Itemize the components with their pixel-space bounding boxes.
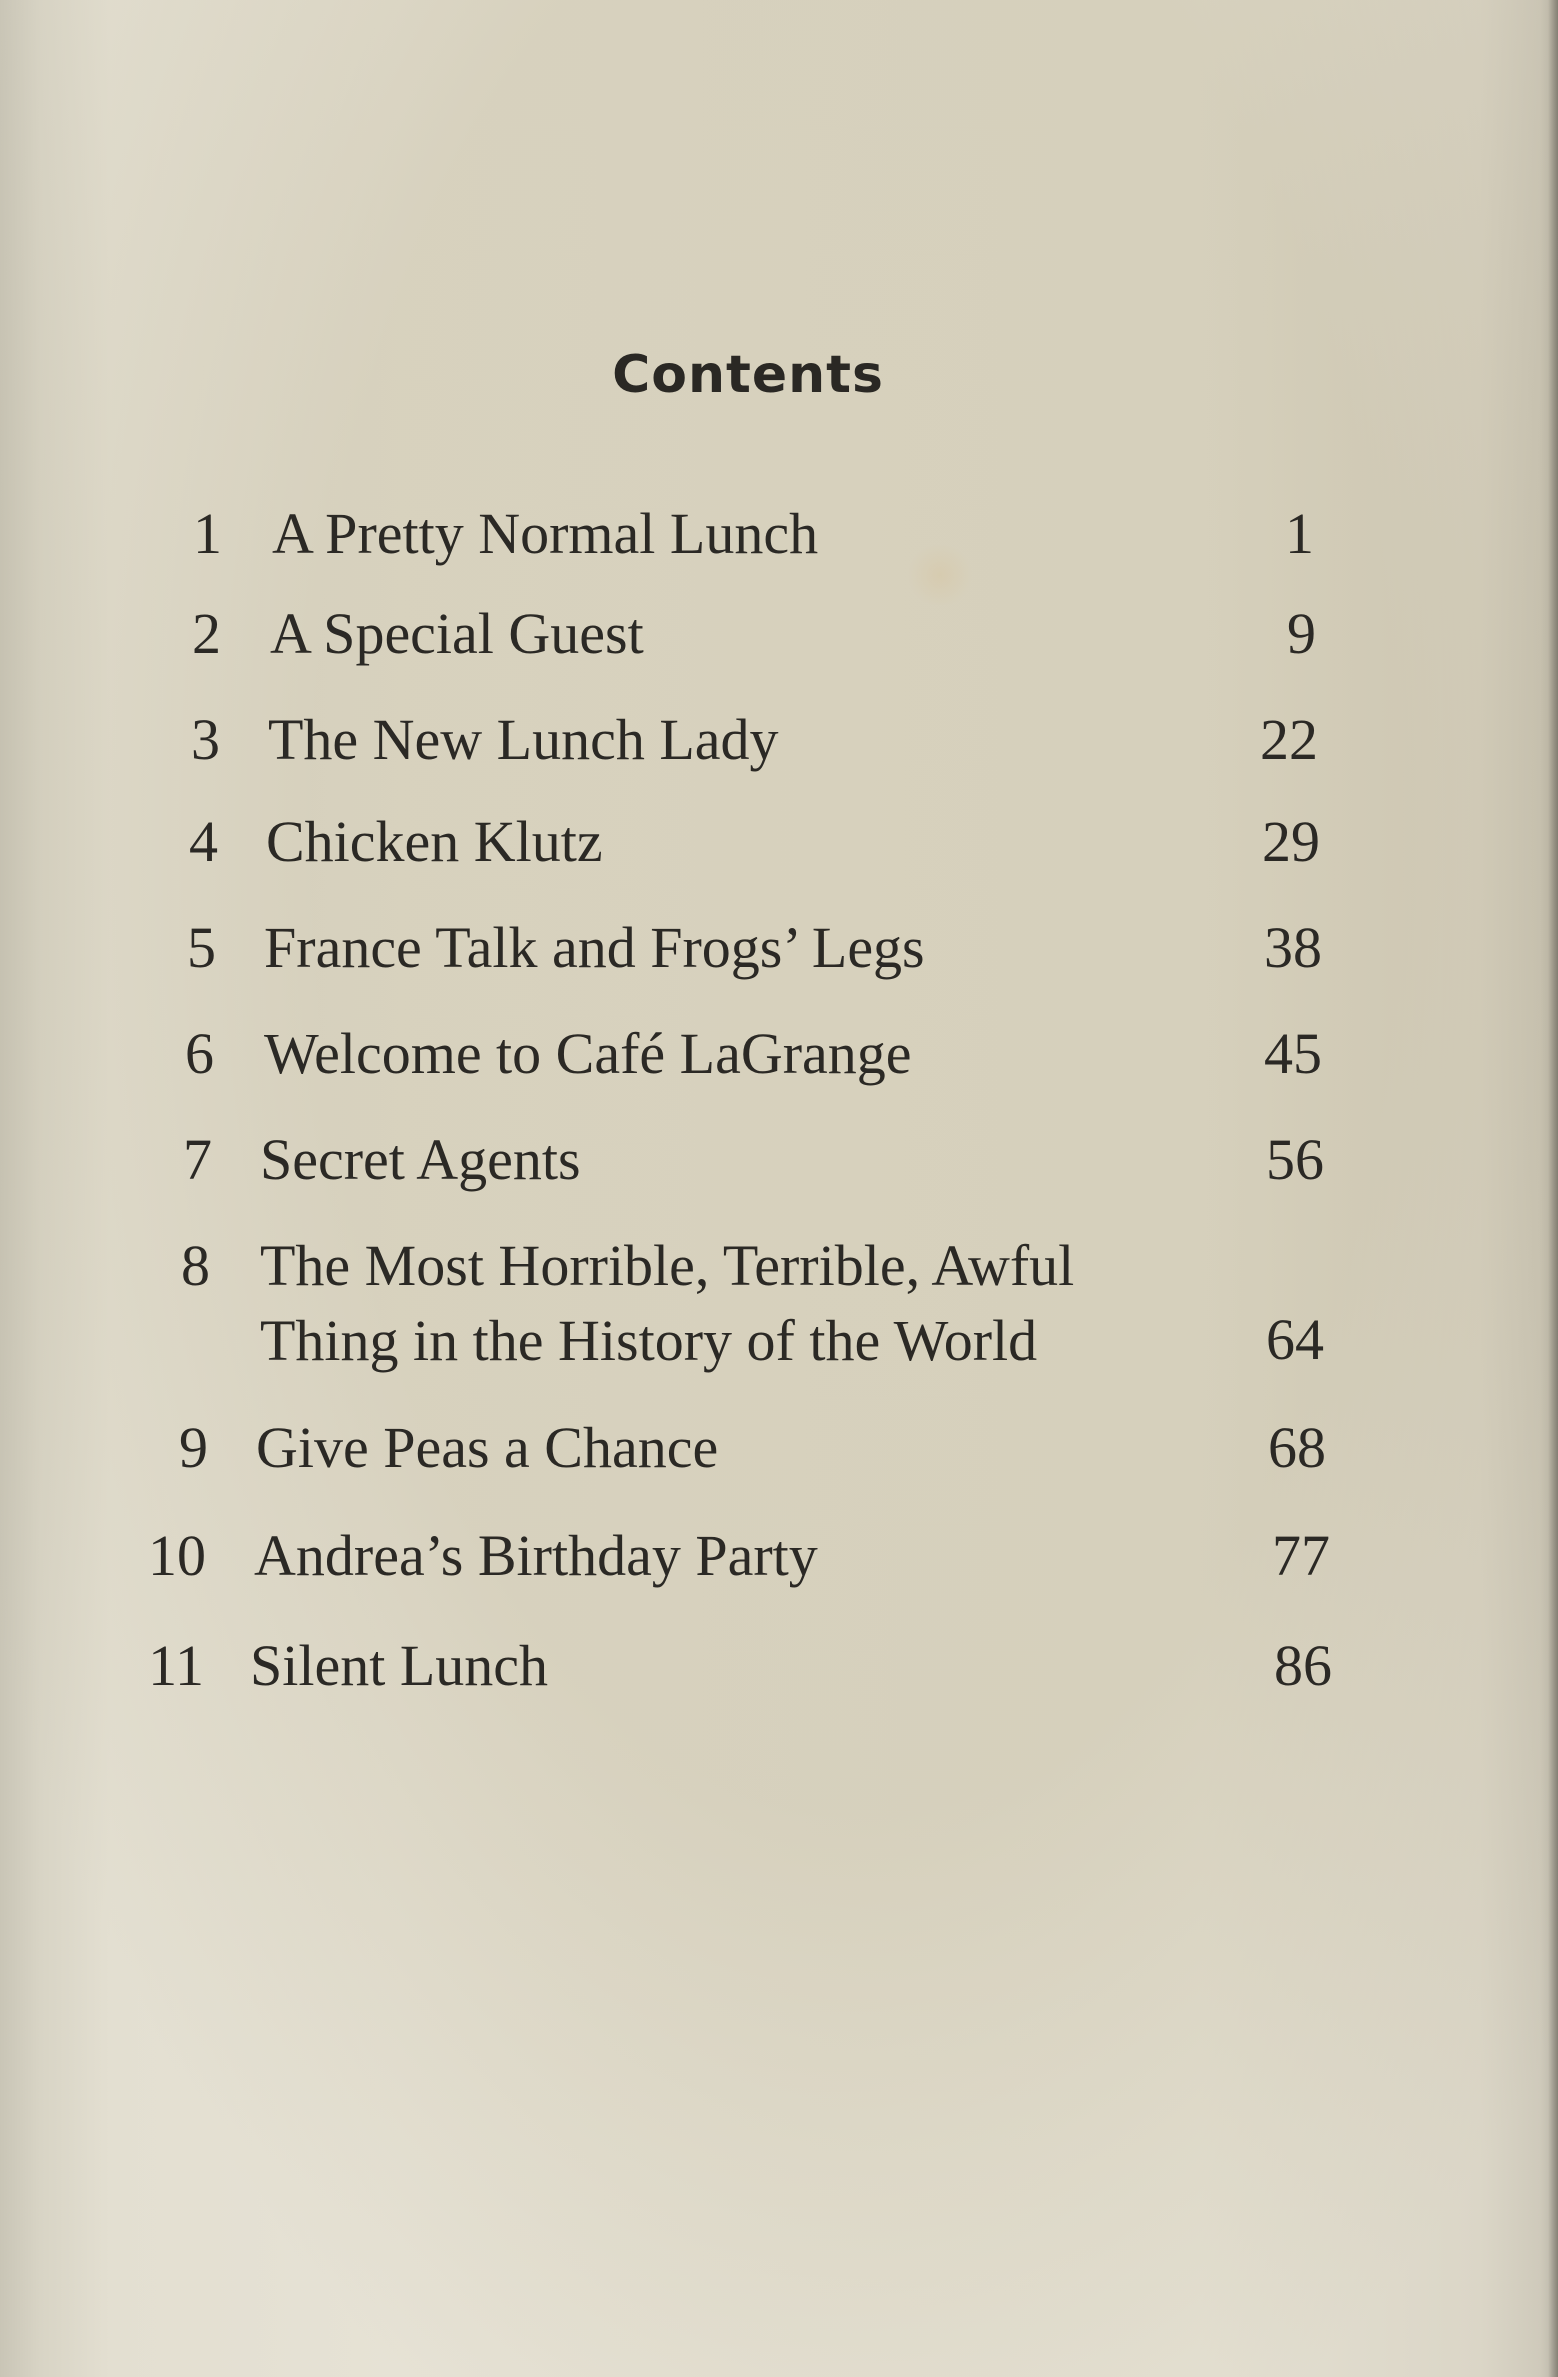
chapter-number: 7 bbox=[183, 1127, 212, 1192]
chapter-page: 38 bbox=[1264, 915, 1322, 980]
chapter-page: 1 bbox=[1285, 501, 1314, 566]
chapter-title: Silent Lunch bbox=[250, 1633, 549, 1698]
chapter-number: 10 bbox=[148, 1523, 206, 1588]
chapter-number: 8 bbox=[181, 1233, 210, 1298]
chapter-number: 5 bbox=[187, 915, 216, 980]
chapter-number: 4 bbox=[189, 809, 218, 874]
chapter-page: 64 bbox=[1266, 1307, 1324, 1372]
chapter-title: Secret Agents bbox=[260, 1127, 581, 1192]
chapter-number: 2 bbox=[192, 601, 221, 666]
chapter-title-line-2: Thing in the History of the World bbox=[260, 1308, 1038, 1373]
chapter-title: Chicken Klutz bbox=[266, 809, 603, 874]
chapter-title-line-1: The Most Horrible, Terrible, Awful bbox=[260, 1233, 1075, 1298]
chapter-number: 9 bbox=[179, 1415, 208, 1480]
chapter-number: 11 bbox=[148, 1633, 204, 1698]
chapter-title: A Pretty Normal Lunch bbox=[272, 501, 819, 566]
chapter-page: 68 bbox=[1268, 1415, 1326, 1480]
chapter-title: Give Peas a Chance bbox=[256, 1415, 719, 1480]
chapter-page: 45 bbox=[1264, 1021, 1322, 1086]
chapter-title: The New Lunch Lady bbox=[268, 707, 779, 772]
chapter-page: 29 bbox=[1262, 809, 1320, 874]
chapter-page: 22 bbox=[1260, 707, 1318, 772]
chapter-page: 9 bbox=[1287, 601, 1316, 666]
contents-title: Contents bbox=[612, 345, 884, 405]
chapter-title: Welcome to Café LaGrange bbox=[264, 1021, 912, 1086]
chapter-number: 1 bbox=[193, 501, 222, 566]
chapter-page: 56 bbox=[1266, 1127, 1324, 1192]
chapter-title: France Talk and Frogs’ Legs bbox=[264, 915, 925, 980]
chapter-title: A Special Guest bbox=[270, 601, 644, 666]
chapter-title: Andrea’s Birthday Party bbox=[254, 1523, 818, 1588]
chapter-number: 6 bbox=[185, 1021, 214, 1086]
chapter-number: 3 bbox=[191, 707, 220, 772]
chapter-page: 86 bbox=[1274, 1633, 1332, 1698]
chapter-title bbox=[260, 1232, 1074, 1374]
chapter-page: 77 bbox=[1272, 1523, 1330, 1588]
